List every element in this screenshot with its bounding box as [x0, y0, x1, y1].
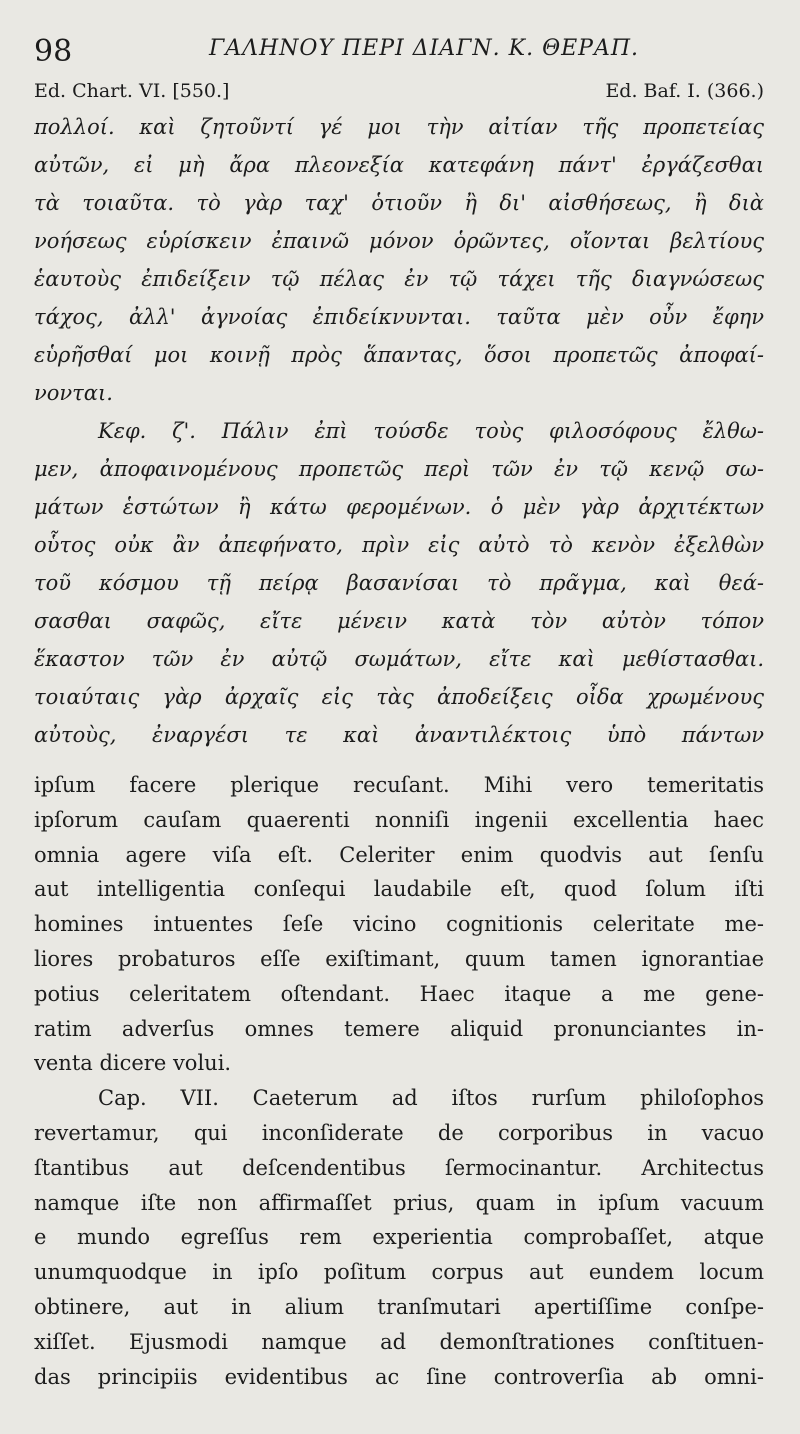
- latin-line: liores probaturos eſſe exiſtimant, quum tamen ignorantiae: [34, 946, 764, 971]
- greek-line: μεν, ἀποφαινομένους προπετῶς περὶ τῶν ἐν τῷ κενῷ σω-: [34, 457, 764, 481]
- running-title: ΓΑΛΗΝΟΥ ΠΕΡΙ ΔΙΑΓΝ. Κ. ΘΕΡΑΠ.: [208, 36, 640, 61]
- latin-text-block: [34, 768, 764, 1394]
- greek-line: ἕκαστον τῶν ἐν αὐτῷ σωμάτων, εἴτε καὶ μεθίστασθαι.: [34, 647, 764, 671]
- latin-line: potius celeritatem oſtendant. Haec itaque a me gene-: [34, 981, 764, 1006]
- latin-line: ipſum facere plerique recuſant. Mihi vero temeritatis: [34, 773, 764, 797]
- latin-line: ratim adverſus omnes temere aliquid pronunciantes in-: [34, 1016, 764, 1041]
- latin-line: venta dicere volui.: [34, 1051, 232, 1076]
- greek-line: τοιαύταις γὰρ ἀρχαῖς εἰς τὰς ἀποδείξεις οἶδα χρωμένους: [34, 685, 764, 709]
- latin-line: das principiis evidentibus ac ſine controverſia ab omni-: [34, 1364, 764, 1389]
- greek-line: αὐτῶν, εἰ μὴ ἄρα πλεονεξία κατεφάνη πάντ' ἐργάζεσθαι: [34, 153, 764, 177]
- latin-line: obtinere, aut in alium tranſmutari apertiſſime conſpe-: [34, 1294, 764, 1319]
- latin-line: revertamur, qui inconſiderate de corporibus in vacuo: [34, 1120, 764, 1145]
- page-header: [34, 30, 774, 70]
- greek-line: νονται.: [34, 381, 113, 405]
- latin-line: aut intelligentia conſequi laudabile eſt, quod ſolum iſti: [34, 877, 764, 902]
- latin-line: omnia agere viſa eſt. Celeriter enim quodvis aut ſenſu: [34, 842, 764, 867]
- greek-line: μάτων ἑστώτων ἢ κάτω φερομένων. ὁ μὲν γὰρ ἀρχιτέκτων: [34, 495, 764, 519]
- page-number: 98: [34, 34, 73, 69]
- greek-line: εὑρῆσθαί μοι κοινῇ πρὸς ἅπαντας, ὅσοι προπετῶς ἀποφαί-: [34, 343, 764, 367]
- greek-line: σασθαι σαφῶς, εἴτε μένειν κατὰ τὸν αὐτὸν τόπον: [34, 609, 764, 633]
- latin-line: e mundo egreſſus rem experientia comprobaſſet, atque: [34, 1225, 764, 1250]
- greek-chapter-heading-line: Κεφ. ζ'. Πάλιν ἐπὶ τούσδε τοὺς φιλοσόφους ἔλθω-: [98, 419, 764, 443]
- latin-line: homines intuentes ſeſe vicino cognitionis celeritate me-: [34, 912, 764, 937]
- latin-line: unumquodque in ipſo poſitum corpus aut eundem locum: [34, 1260, 764, 1285]
- greek-line: νοήσεως εὑρίσκειν ἐπαινῶ μόνον ὁρῶντες, οἴονται βελτίους: [34, 229, 764, 253]
- latin-line: ipſorum cauſam quaerenti nonniſi ingenii excellentia haec: [34, 807, 764, 832]
- greek-line: αὐτοὺς, ἐναργέσι τε καὶ ἀναντιλέκτοις ὑπὸ πάντων: [34, 723, 764, 747]
- latin-line: namque iſte non affirmaſſet prius, quam in ipſum vacuum: [34, 1190, 764, 1215]
- greek-line: πολλοί. καὶ ζητοῦντί γέ μοι τὴν αἰτίαν τῆς προπετείας: [34, 115, 764, 139]
- latin-chapter-heading-line: Cap. VII. Caeterum ad iſtos rurſum philoſophos: [98, 1086, 764, 1111]
- greek-text-block: [34, 108, 764, 754]
- greek-line: τάχος, ἀλλ' ἀγνοίας ἐπιδείκνυνται. ταῦτα μὲν οὖν ἔφην: [34, 305, 764, 329]
- latin-line: ſtantibus aut deſcendentibus ſermocinantur. Architectus: [34, 1155, 764, 1180]
- greek-line: ἑαυτοὺς ἐπιδείξειν τῷ πέλας ἐν τῷ τάχει τῆς διαγνώσεως: [34, 267, 764, 291]
- greek-line: τοῦ κόσμου τῇ πείρᾳ βασανίσαι τὸ πρᾶγμα, καὶ θεά-: [34, 571, 764, 595]
- greek-line: οὗτος οὐκ ἂν ἀπεφήνατο, πρὶν εἰς αὐτὸ τὸ κενὸν ἐξελθὼν: [34, 533, 764, 557]
- latin-line: xiſſet. Ejusmodi namque ad demonſtrationes conſtituen-: [34, 1329, 764, 1354]
- greek-line: τὰ τοιαῦτα. τὸ γὰρ ταχ' ὁτιοῦν ἢ δι' αἰσθήσεως, ἢ διὰ: [34, 191, 764, 215]
- edition-chartier: Ed. Chart. VI. [550.]: [34, 80, 230, 102]
- edition-basel: Ed. Baf. I. (366.): [605, 80, 764, 102]
